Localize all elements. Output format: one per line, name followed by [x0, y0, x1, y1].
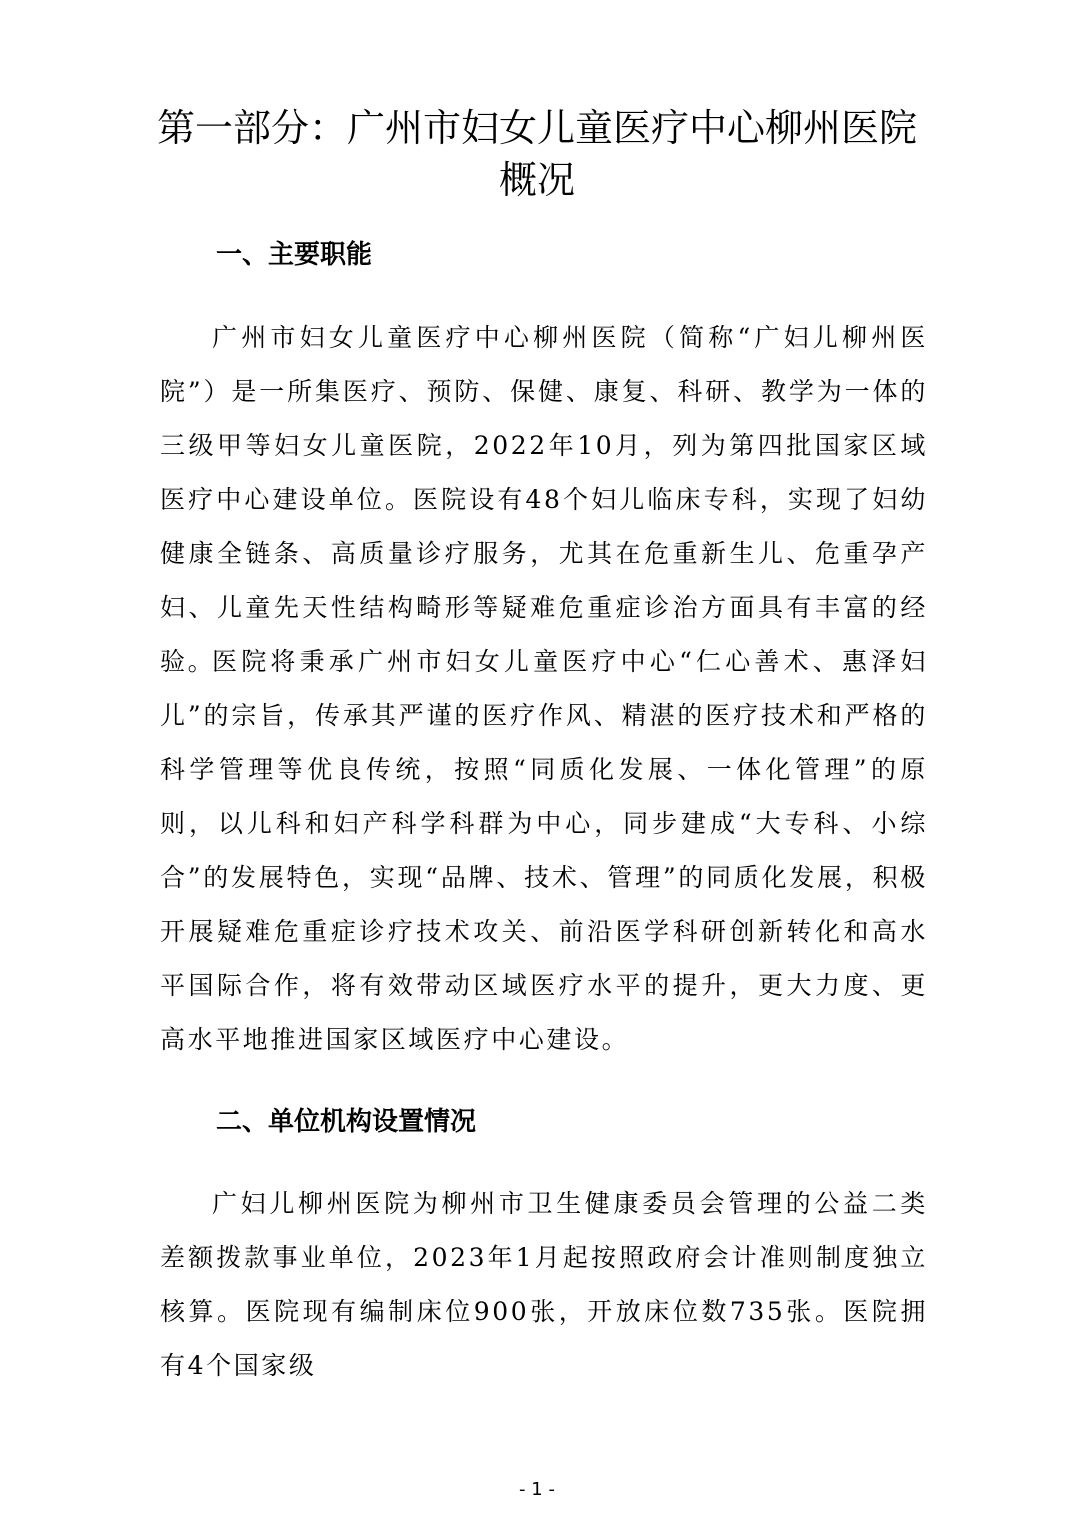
page-title: 第一部分：广州市妇女儿童医疗中心柳州医院概况	[156, 106, 917, 202]
section-heading-organization: 二、单位机构设置情况	[216, 1107, 477, 1137]
page-number: - 1 -	[519, 1479, 555, 1500]
paragraph-hospital-intro: 广州市妇女儿童医疗中心柳州医院（简称“广妇儿柳州医院”）是一所集医疗、预防、保健、康复、科研、教学为一体的三级甲等妇女儿童医院，2022年10月，列为第四批国家区域医疗中心建设单位。医院设有48个妇儿临床专科，实现了妇幼健康全链条、高质量诊疗服务，尤其在危重新生儿、危重孕产妇、儿童先天性结构畸形等疑难危重症诊治方面具有丰富的经验。	[160, 323, 928, 676]
paragraph-hospital-mission: 医院将秉承广州市妇女儿童医疗中心“仁心善术、惠泽妇儿”的宗旨，传承其严谨的医疗作风、精湛的医疗技术和严格的科学管理等优良传统，按照“同质化发展、一体化管理”的原则，以儿科和妇产科学科群为中心，同步建成“大专科、小综合”的发展特色，实现“品牌、技术、管理”的同质化发展，积极开展疑难危重症诊疗技术攻关、前沿医学科研创新转化和高水平国际合作，将有效带动区域医疗水平的提升，更大力度、更高水平地推进国家区域医疗中心建设。	[160, 647, 928, 1054]
paragraph-organization-details: 广妇儿柳州医院为柳州市卫生健康委员会管理的公益二类差额拨款事业单位，2023年1月起按照政府会计准则制度独立核算。医院现有编制床位900张，开放床位数735张。医院拥有4个国家级	[160, 1189, 928, 1380]
section-heading-main-functions: 一、主要职能	[216, 240, 373, 270]
